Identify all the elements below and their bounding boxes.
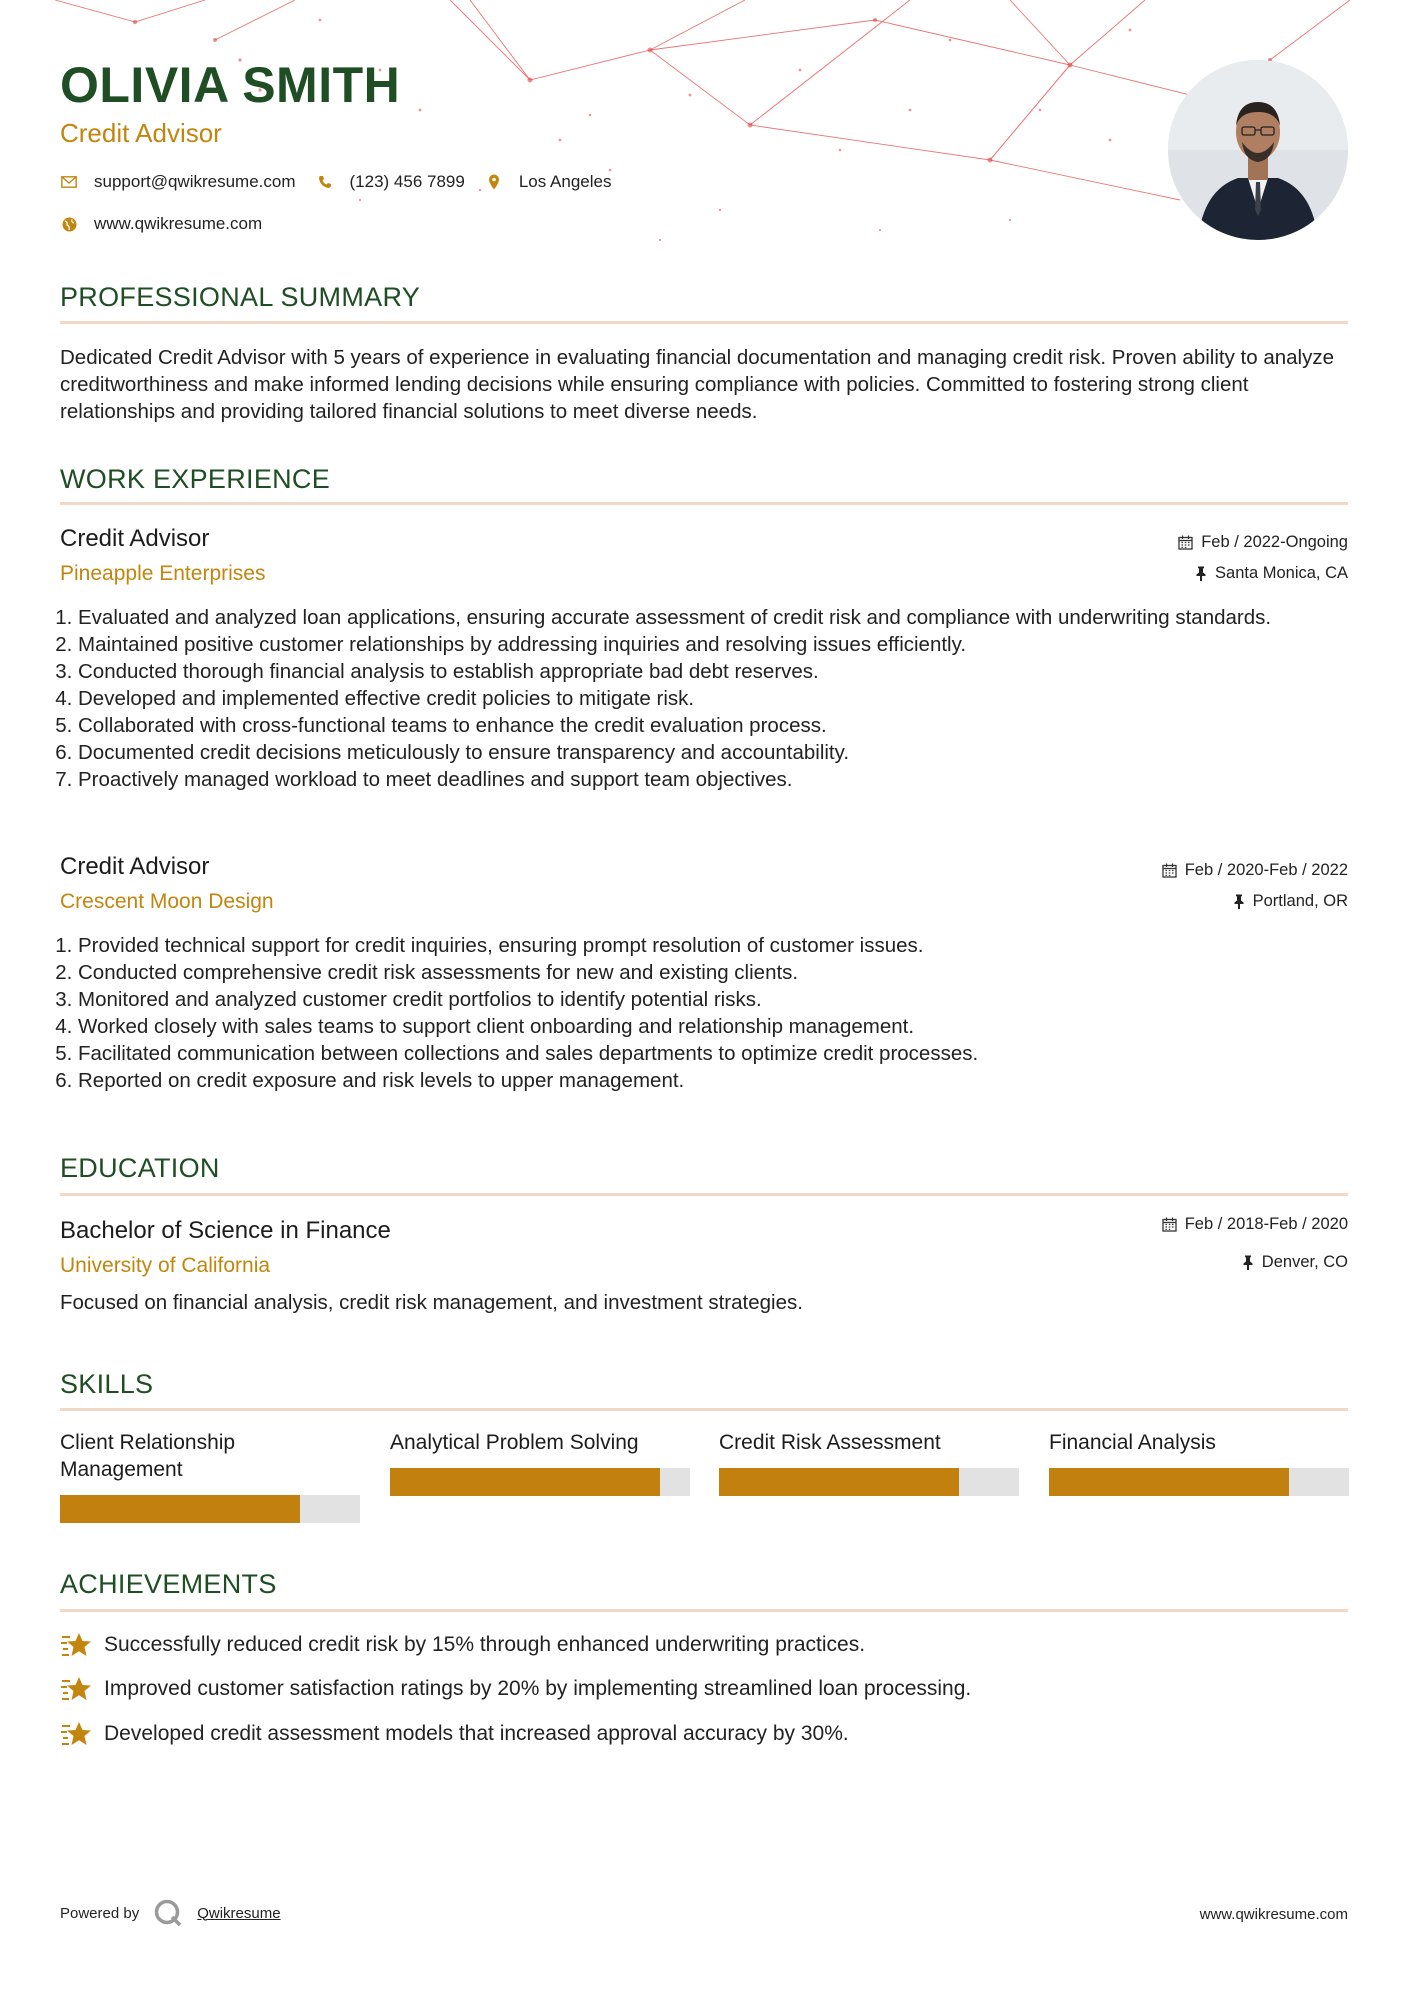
education-dates-text: Feb / 2018-Feb / 2020 bbox=[1184, 1215, 1348, 1233]
list-item: 7. Proactively managed workload to meet deadlines and support team objectives. bbox=[78, 766, 1328, 793]
experience-divider bbox=[60, 502, 1348, 505]
skill-item bbox=[1049, 1429, 1349, 1456]
globe-icon bbox=[60, 215, 78, 233]
achievement-text: Developed credit assessment models that increased approval accuracy by 30%. bbox=[104, 1722, 849, 1745]
achievement-item bbox=[60, 1720, 849, 1748]
summary-text: Dedicated Credit Advisor with 5 years of experience in evaluating financial documentation and managing credit risk. Proven ability to analyze creditworthiness and make informed lending decisions while ensuring compliance with policies. Committed to fostering strong client relationships and providing tailored financial solutions to meet diverse needs. bbox=[60, 346, 1334, 423]
skill-item bbox=[719, 1429, 1019, 1456]
job-dates bbox=[1178, 533, 1348, 552]
skill-bar bbox=[60, 1495, 360, 1523]
star-icon bbox=[60, 1675, 92, 1703]
skill-name: Credit Risk Assessment bbox=[719, 1431, 941, 1454]
skill-bar-fill bbox=[719, 1468, 959, 1496]
list-item: 2. Conducted comprehensive credit risk assessments for new and existing clients. bbox=[78, 959, 1328, 986]
list-item: 6. Documented credit decisions meticulously to ensure transparency and accountability. bbox=[78, 739, 1328, 766]
job-dates-text: Feb / 2020-Feb / 2022 bbox=[1184, 861, 1348, 879]
achievement-item bbox=[60, 1631, 865, 1659]
envelope-icon bbox=[60, 173, 78, 191]
email-link[interactable]: support@qwikresume.com bbox=[94, 172, 296, 191]
skill-bar bbox=[719, 1468, 1019, 1496]
candidate-name: OLIVIA SMITH bbox=[60, 57, 401, 113]
skill-bar bbox=[1049, 1468, 1349, 1496]
skill-name: Financial Analysis bbox=[1049, 1431, 1216, 1454]
list-item: 5. Facilitated communication between collections and sales departments to optimize credit processes. bbox=[78, 1040, 1328, 1067]
star-icon bbox=[60, 1720, 92, 1748]
list-item: 1. Provided technical support for credit inquiries, ensuring prompt resolution of customer issues. bbox=[78, 932, 1328, 959]
job-location-text: Portland, OR bbox=[1252, 892, 1348, 910]
qwikresume-link[interactable]: Qwikresume bbox=[197, 1904, 281, 1922]
skills-heading: SKILLS bbox=[60, 1369, 154, 1399]
job-company: Pineapple Enterprises bbox=[60, 562, 266, 585]
job-company: Crescent Moon Design bbox=[60, 890, 274, 913]
job-location bbox=[1233, 892, 1348, 911]
job-bullets bbox=[60, 604, 1328, 793]
skill-name: Client Relationship Management bbox=[60, 1431, 236, 1481]
list-item: 4. Developed and implemented effective credit policies to mitigate risk. bbox=[78, 685, 1328, 712]
achievements-divider bbox=[60, 1609, 1348, 1612]
candidate-role: Credit Advisor bbox=[60, 118, 222, 148]
calendar-icon bbox=[1178, 535, 1193, 550]
website-link[interactable]: www.qwikresume.com bbox=[94, 214, 263, 233]
education-description: Focused on financial analysis, credit risk management, and investment strategies. bbox=[60, 1291, 803, 1314]
achievement-text: Improved customer satisfaction ratings by 20% by implementing streamlined loan processing. bbox=[104, 1677, 972, 1700]
calendar-icon bbox=[1162, 863, 1177, 878]
skill-bar-fill bbox=[390, 1468, 660, 1496]
job-bullets bbox=[60, 932, 1328, 1094]
phone-icon bbox=[316, 173, 334, 191]
summary-divider bbox=[60, 321, 1348, 324]
list-item: 2. Maintained positive customer relationships by addressing inquiries and resolving issues efficiently. bbox=[78, 631, 1328, 658]
phone-number[interactable]: (123) 456 7899 bbox=[349, 172, 465, 191]
map-pin-icon bbox=[485, 173, 503, 191]
pushpin-icon bbox=[1233, 894, 1245, 909]
list-item: 1. Evaluated and analyzed loan applications, ensuring accurate assessment of credit risk and compliance with underwriting standards. bbox=[78, 604, 1328, 631]
calendar-icon bbox=[1162, 1217, 1177, 1232]
skill-name: Analytical Problem Solving bbox=[390, 1431, 639, 1454]
list-item: 3. Conducted thorough financial analysis to establish appropriate bad debt reserves. bbox=[78, 658, 1328, 685]
school-name: University of California bbox=[60, 1254, 271, 1277]
education-divider bbox=[60, 1193, 1348, 1196]
qwikresume-logo-icon bbox=[153, 1898, 183, 1928]
footer-website[interactable]: www.qwikresume.com bbox=[1199, 1906, 1348, 1923]
contact-row-secondary bbox=[60, 214, 262, 234]
skills-divider bbox=[60, 1408, 1348, 1411]
skill-bar bbox=[390, 1468, 690, 1496]
summary-heading: PROFESSIONAL SUMMARY bbox=[60, 282, 421, 312]
contact-row-primary bbox=[60, 172, 611, 192]
job-location-text: Santa Monica, CA bbox=[1215, 564, 1348, 582]
achievements-heading: ACHIEVEMENTS bbox=[60, 1569, 277, 1599]
list-item: 4. Worked closely with sales teams to support client onboarding and relationship management. bbox=[78, 1013, 1328, 1040]
degree-title: Bachelor of Science in Finance bbox=[60, 1217, 391, 1244]
achievement-text: Successfully reduced credit risk by 15% through enhanced underwriting practices. bbox=[104, 1633, 866, 1656]
profile-photo bbox=[1168, 60, 1348, 240]
job-title: Credit Advisor bbox=[60, 525, 210, 552]
powered-by-label: Powered by bbox=[60, 1904, 140, 1922]
star-icon bbox=[60, 1631, 92, 1659]
list-item: 6. Reported on credit exposure and risk levels to upper management. bbox=[78, 1067, 1328, 1094]
skill-bar-fill bbox=[1049, 1468, 1289, 1496]
education-dates bbox=[1162, 1215, 1348, 1234]
footer-powered-by bbox=[60, 1898, 281, 1928]
pushpin-icon bbox=[1195, 566, 1207, 581]
pushpin-icon bbox=[1242, 1255, 1254, 1270]
list-item: 3. Monitored and analyzed customer credit portfolios to identify potential risks. bbox=[78, 986, 1328, 1013]
education-location-text: Denver, CO bbox=[1261, 1253, 1348, 1271]
job-location bbox=[1195, 564, 1348, 583]
job-title: Credit Advisor bbox=[60, 853, 210, 880]
experience-heading: WORK EXPERIENCE bbox=[60, 464, 331, 494]
skill-item bbox=[390, 1429, 690, 1456]
location-text: Los Angeles bbox=[518, 172, 612, 191]
job-dates-text: Feb / 2022-Ongoing bbox=[1201, 533, 1348, 551]
education-location bbox=[1242, 1253, 1348, 1272]
achievement-item bbox=[60, 1675, 971, 1703]
education-heading: EDUCATION bbox=[60, 1153, 220, 1183]
list-item: 5. Collaborated with cross-functional teams to enhance the credit evaluation process. bbox=[78, 712, 1328, 739]
skill-item bbox=[60, 1429, 360, 1483]
job-dates bbox=[1162, 861, 1348, 880]
skill-bar-fill bbox=[60, 1495, 300, 1523]
